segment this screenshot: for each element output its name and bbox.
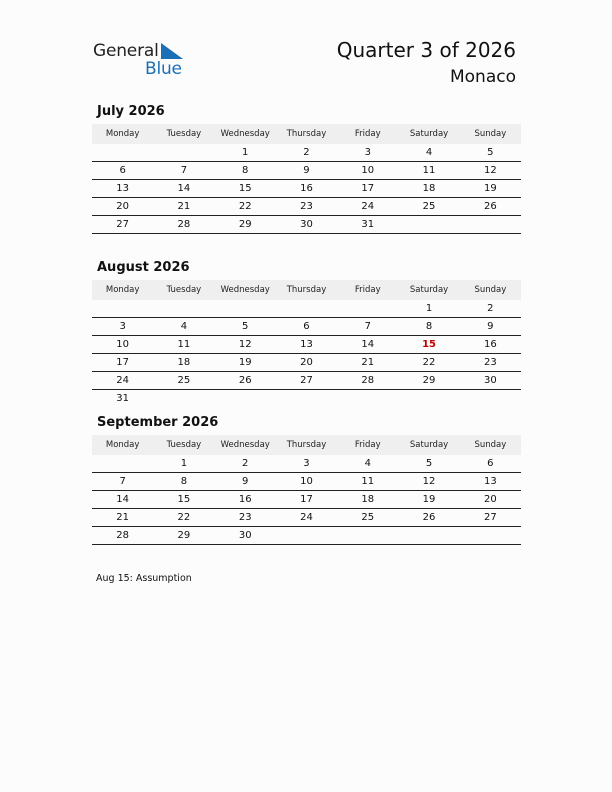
day-cell: 12: [215, 336, 276, 354]
weekday-header-row: [92, 280, 521, 300]
day-cell: [153, 300, 214, 318]
day-cell: 10: [337, 162, 398, 180]
day-cell: 25: [337, 509, 398, 527]
week-row: [92, 354, 521, 372]
day-cell: 5: [398, 455, 459, 473]
day-cell: 12: [460, 162, 521, 180]
page-title: Quarter 3 of 2026: [336, 38, 516, 62]
weekday-header: Wednesday: [215, 124, 276, 144]
day-cell: 17: [92, 354, 153, 372]
weekday-header-row: [92, 435, 521, 455]
month-september: [92, 414, 521, 545]
week-row: [92, 455, 521, 473]
day-cell: 2: [460, 300, 521, 318]
weekday-header: Sunday: [460, 280, 521, 300]
day-cell: 14: [337, 336, 398, 354]
week-row: [92, 527, 521, 545]
day-cell: [276, 527, 337, 545]
day-cell: 5: [460, 144, 521, 162]
flag-icon: [161, 43, 183, 59]
day-cell: 17: [337, 180, 398, 198]
weekday-header: Saturday: [398, 124, 459, 144]
day-cell: 31: [116, 393, 129, 404]
day-cell: [460, 527, 521, 545]
day-cell: 29: [153, 527, 214, 545]
day-cell: 16: [276, 180, 337, 198]
day-cell: 21: [153, 198, 214, 216]
day-cell: 3: [92, 318, 153, 336]
month-title: September 2026: [97, 415, 219, 430]
day-cell: [398, 527, 459, 545]
day-cell: 26: [460, 198, 521, 216]
day-cell: [337, 390, 398, 408]
day-cell: [153, 390, 214, 408]
day-cell: 4: [337, 455, 398, 473]
day-cell: 7: [153, 162, 214, 180]
week-row: [92, 318, 521, 336]
day-cell: 18: [153, 354, 214, 372]
week-row: [92, 491, 521, 509]
day-cell: 21: [337, 354, 398, 372]
weekday-header: Friday: [337, 124, 398, 144]
month-july: [92, 103, 521, 234]
day-cell: 2: [276, 144, 337, 162]
day-cell: 28: [337, 372, 398, 390]
day-cell: [398, 390, 459, 408]
weekday-header: Monday: [92, 124, 153, 144]
day-cell: 24: [337, 198, 398, 216]
day-cell: 7: [337, 318, 398, 336]
day-cell: 16: [460, 336, 521, 354]
day-cell: [215, 390, 276, 408]
day-cell: 25: [398, 198, 459, 216]
day-cell: 6: [92, 162, 153, 180]
day-cell: [215, 300, 276, 318]
day-cell: 20: [276, 354, 337, 372]
day-cell: [276, 300, 337, 318]
day-cell: 6: [460, 455, 521, 473]
day-cell: [460, 216, 521, 234]
day-cell: 10: [92, 336, 153, 354]
day-cell: [337, 527, 398, 545]
day-cell: 27: [276, 372, 337, 390]
day-cell: 20: [460, 491, 521, 509]
day-cell: 1: [153, 455, 214, 473]
day-cell: 22: [215, 198, 276, 216]
week-row: [92, 336, 521, 354]
weekday-header: Saturday: [398, 280, 459, 300]
day-cell: [92, 455, 153, 473]
day-cell: 9: [215, 473, 276, 491]
day-cell: [92, 144, 153, 162]
day-cell: 9: [276, 162, 337, 180]
day-cell: 19: [215, 354, 276, 372]
day-cell: 1: [398, 300, 459, 318]
weekday-header: Tuesday: [153, 124, 214, 144]
weekday-header: Wednesday: [215, 280, 276, 300]
day-cell: 13: [92, 180, 153, 198]
day-cell: 8: [398, 318, 459, 336]
day-cell: 30: [460, 372, 521, 390]
day-cell: 3: [337, 144, 398, 162]
day-cell: 23: [276, 198, 337, 216]
day-cell: [153, 144, 214, 162]
day-cell: [337, 300, 398, 318]
weekday-header: Tuesday: [153, 280, 214, 300]
day-cell: 14: [153, 180, 214, 198]
day-cell: 8: [215, 162, 276, 180]
week-row: [92, 509, 521, 527]
day-cell: 30: [215, 527, 276, 545]
day-cell: 7: [92, 473, 153, 491]
month-august: [92, 259, 521, 407]
weekday-header: Saturday: [398, 435, 459, 455]
day-cell: 11: [398, 162, 459, 180]
day-cell: 26: [398, 509, 459, 527]
day-cell: 15: [153, 491, 214, 509]
day-cell: 16: [215, 491, 276, 509]
day-cell: 9: [460, 318, 521, 336]
week-row: [92, 216, 521, 234]
weekday-header: Thursday: [276, 435, 337, 455]
day-cell: 23: [460, 354, 521, 372]
day-cell: 12: [398, 473, 459, 491]
day-cell: 19: [460, 180, 521, 198]
day-cell: 26: [215, 372, 276, 390]
weekday-header: Monday: [92, 435, 153, 455]
week-row: [92, 473, 521, 491]
day-cell: 25: [153, 372, 214, 390]
weekday-header: Sunday: [460, 124, 521, 144]
weekday-header-row: [92, 124, 521, 144]
day-cell: 23: [215, 509, 276, 527]
day-cell: 27: [92, 216, 153, 234]
day-cell: 29: [398, 372, 459, 390]
day-cell: 6: [276, 318, 337, 336]
calendar-table: [92, 280, 521, 407]
day-cell: 20: [92, 198, 153, 216]
brand-word-general: General: [93, 41, 159, 61]
day-cell: 21: [92, 509, 153, 527]
week-row: [92, 198, 521, 216]
weekday-header: Thursday: [276, 124, 337, 144]
day-cell: 13: [276, 336, 337, 354]
weekday-header: Thursday: [276, 280, 337, 300]
week-row: [92, 144, 521, 162]
week-row: [92, 300, 521, 318]
day-cell: 8: [153, 473, 214, 491]
weekday-header: Tuesday: [153, 435, 214, 455]
month-title: August 2026: [97, 260, 190, 275]
day-cell: 14: [92, 491, 153, 509]
day-cell: 11: [153, 336, 214, 354]
week-row: [92, 372, 521, 390]
weekday-header: Friday: [337, 280, 398, 300]
day-cell: 19: [398, 491, 459, 509]
day-cell: 31: [337, 216, 398, 234]
week-row: [92, 162, 521, 180]
day-cell: 24: [92, 372, 153, 390]
brand-logo: [93, 41, 193, 81]
day-cell: 13: [460, 473, 521, 491]
day-cell: [398, 216, 459, 234]
day-cell: 4: [153, 318, 214, 336]
day-cell: 11: [337, 473, 398, 491]
day-cell: [276, 390, 337, 408]
page-subtitle: Monaco: [449, 67, 516, 87]
day-cell: 17: [276, 491, 337, 509]
day-cell: 28: [153, 216, 214, 234]
day-cell: 29: [215, 216, 276, 234]
day-cell: 30: [276, 216, 337, 234]
calendar-table: [92, 124, 521, 234]
week-row: [92, 390, 521, 408]
day-cell: 22: [398, 354, 459, 372]
day-cell: 1: [215, 144, 276, 162]
brand-word-blue: Blue: [145, 59, 182, 79]
day-cell: 28: [92, 527, 153, 545]
day-cell: 24: [276, 509, 337, 527]
weekday-header: Friday: [337, 435, 398, 455]
day-cell: 18: [337, 491, 398, 509]
holiday-note: Aug 15: Assumption: [96, 573, 192, 584]
weekday-header: Wednesday: [215, 435, 276, 455]
calendar-table: [92, 435, 521, 545]
day-cell: [92, 300, 153, 318]
day-cell: 4: [398, 144, 459, 162]
weekday-header: Sunday: [460, 435, 521, 455]
weekday-header: Monday: [92, 280, 153, 300]
week-row: [92, 180, 521, 198]
day-cell: 2: [215, 455, 276, 473]
day-cell: 27: [460, 509, 521, 527]
day-cell: 3: [276, 455, 337, 473]
day-cell: 22: [153, 509, 214, 527]
holiday-notes: [96, 573, 192, 584]
day-cell: 15: [398, 336, 459, 354]
day-cell: [460, 390, 521, 408]
day-cell: 18: [398, 180, 459, 198]
day-cell: 5: [215, 318, 276, 336]
day-cell: 10: [276, 473, 337, 491]
month-title: July 2026: [97, 104, 165, 119]
day-cell: 15: [215, 180, 276, 198]
